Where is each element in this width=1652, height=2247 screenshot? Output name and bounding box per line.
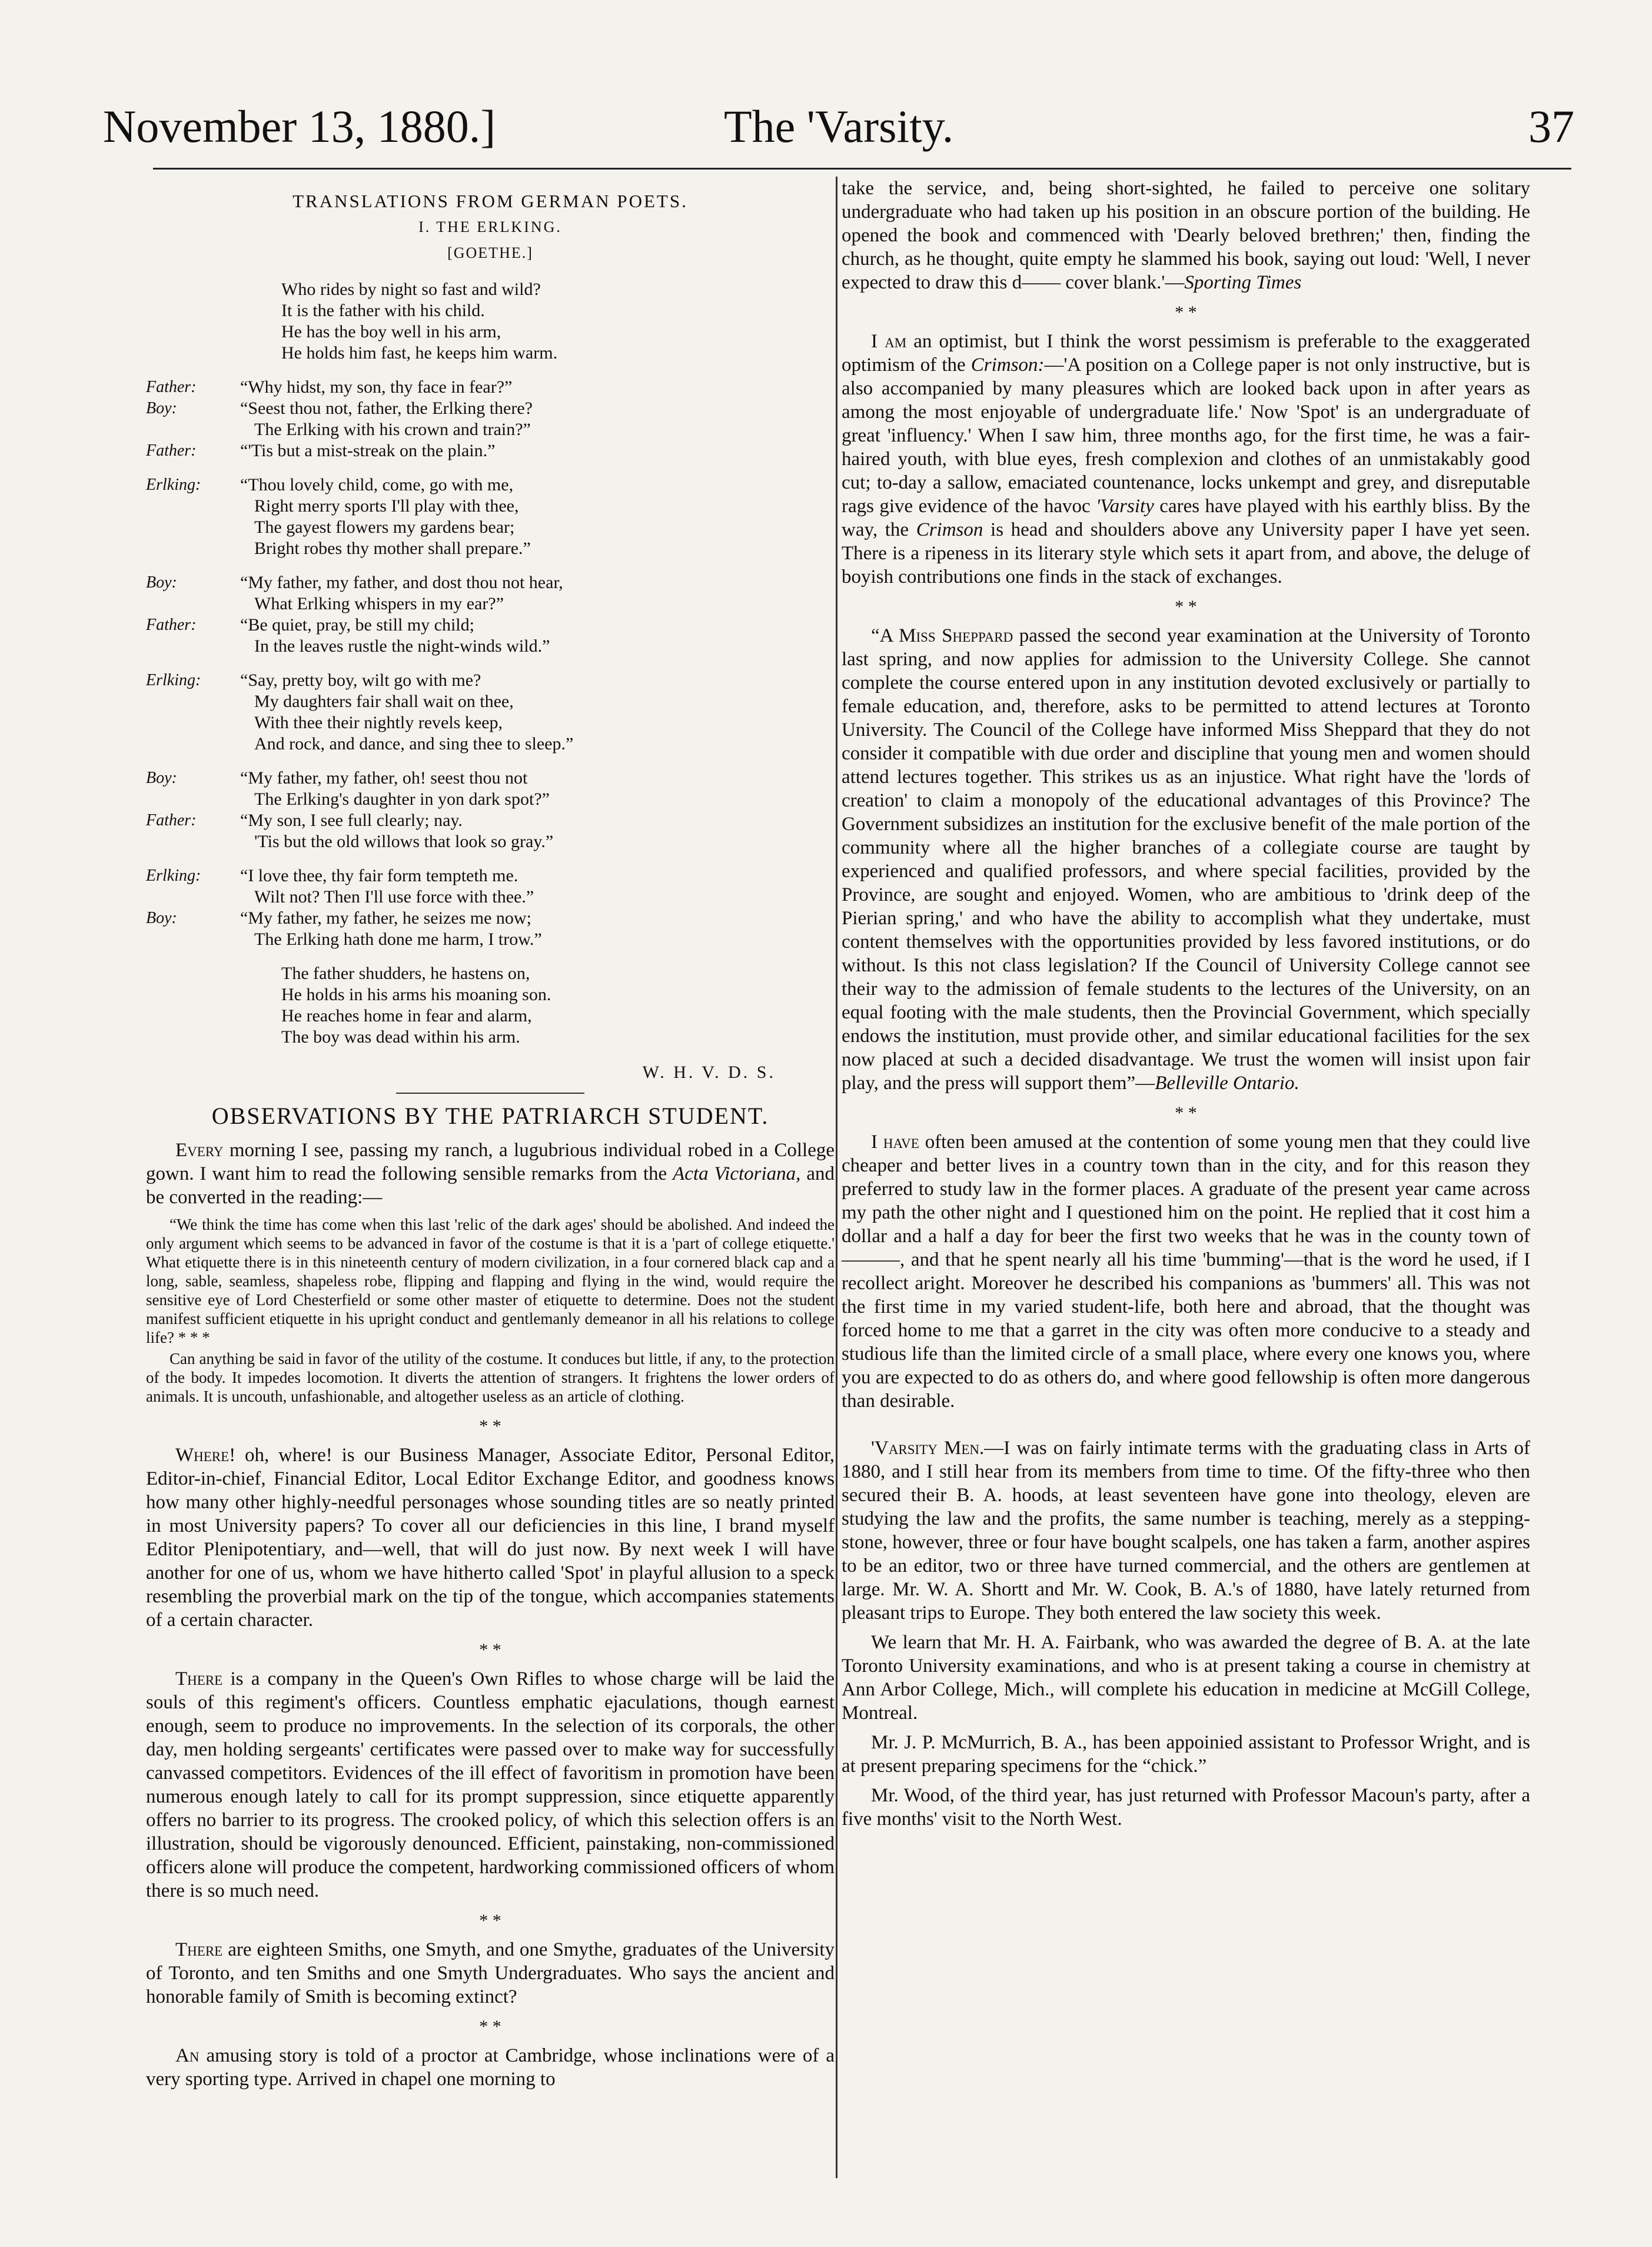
speaker-label: Erlking: — [146, 476, 201, 494]
poem-line: And rock, and dance, and sing thee to sleep.” — [254, 734, 574, 754]
issue-date: November 13, 1880.] — [103, 101, 496, 152]
section-separator: * * — [479, 1640, 501, 1659]
poem-line: “My son, I see full clearly; nay. — [240, 811, 463, 830]
section-separator: * * — [479, 2017, 501, 2036]
poem-line: “Thou lovely child, come, go with me, — [240, 475, 514, 494]
paragraph-text: often been amused at the contention of some young men that they could live cheaper and better lives in a country town than in the city, and for this reason they preferred to study law in the former places. A graduate of the present year came across my path the other night and I questioned him on the point. He replied that it cost him a dollar and a half a day for beer the first two weeks that he was in the county town of ———, and that he spent nearly all his time 'bumming'—that is the word he used, if I recollect aright. Moreover he described his companions as 'bummers' all. This was not the first time in my varied student-life, both here and abroad, that the thought was forced home to me that a garret in the city was often more conducive to a steady and studious life than the limited circle of a small place, where every one knows you, where you are expected to do as others do, and where good fellowship is often more dangerous than desirable. — [842, 1131, 1531, 1412]
header-rule — [153, 168, 1571, 170]
paragraph-text: is a company in the Queen's Own Rifles to whose charge will be laid the souls of this regiment's officers. Countless emphatic ejaculations, though earnest enough, seem to produce no improvements. In the selection of its corporals, the other day, men holding sergeants' certificates were passed over to make way for successfully canvassed competitors. Evidences of the ill effect of favoritism in promotion have been numerous enough lately to call for its prompt suppression, since etiquette apparently offers no barrier to its progress. The crooked policy, of which this selection offers is an illustration, should be vigorously denounced. Efficient, painstaking, non-commissioned officers alone will produce the competent, hardworking commissioned officers of whom there is so much need. — [146, 1668, 835, 1901]
column-divider — [836, 177, 837, 2178]
paragraph-text: take the service, and, being short-sighted, he failed to perceive one solitary undergraduate who had taken up his position in an obscure portion of the building. He opened the book and commenced with 'Dearly beloved brethren;' then, finding the church, as he thought, quite empty he slammed his book, saying out loud: 'Well, I never expected to draw this d—— cover blank.'— — [842, 178, 1530, 293]
poem-line: He has the boy well in his arm, — [281, 322, 501, 341]
lead-word: There — [175, 1668, 223, 1690]
paragraph-text: oh, where! is our Business Manager, Associate Editor, Personal Editor, Editor-in-chief, Financial Editor, Local Editor Exchange Editor, and goodness knows how many other highly-needful personages whose sounding titles are so neatly printed in most University papers? To cover all our deficiencies in this line, I brand myself Editor Plenipotentiary, and—well, that will do just now. By next week I will have another for one of us, whom we have hitherto called 'Spot' in playful allusion to a speck resembling the proverbial mark on the tip of the tongue, which accompanies statements of a certain character. — [146, 1445, 835, 1631]
speaker-label: Father: — [146, 616, 197, 634]
poem-stanza — [146, 670, 835, 755]
poem-line: In the leaves rustle the night-winds wild.” — [254, 636, 550, 656]
masthead-title: The 'Varsity. — [724, 101, 954, 152]
article-paragraph — [146, 1139, 835, 1209]
poem-stanza-outro — [146, 963, 835, 1048]
poem-stanza — [146, 865, 835, 950]
speaker-label: Father: — [146, 811, 197, 829]
speaker-label: Erlking: — [146, 867, 201, 885]
article-paragraph — [146, 2044, 835, 2091]
poem-line: “My father, my father, he seizes me now; — [240, 908, 531, 928]
poem-line: “My father, my father, and dost thou not hear, — [240, 573, 563, 592]
publication-name: Crimson: — [970, 354, 1045, 376]
article-paragraph: We learn that Mr. H. A. Fairbank, who was awarded the degree of B. A. at the late Toronto University examinations, and who is at present taking a course in chemistry at Ann Arbor College, Mich., will complete his education in medicine at McGill College, Montreal. — [842, 1632, 1530, 1724]
paragraph-text: amusing story is told of a proctor at Cambridge, whose inclinations were of a very sporting type. Arrived in chapel one morning to — [146, 2045, 835, 2090]
poem-line: “Be quiet, pray, be still my child; — [240, 615, 474, 635]
left-column — [146, 177, 835, 2097]
poem-signature: W. H. V. D. S. — [642, 1063, 776, 1082]
poem-line: My daughters fair shall wait on thee, — [254, 692, 514, 711]
article-paragraph — [146, 1938, 835, 2009]
source-title: Sporting Times — [1184, 272, 1302, 293]
publication-name: 'Varsity — [1096, 496, 1154, 517]
lead-word: An — [175, 2045, 200, 2066]
article-paragraph — [842, 1130, 1530, 1413]
article-paragraph — [146, 1443, 835, 1632]
section-title: OBSERVATIONS BY THE PATRIARCH STUDENT. — [211, 1103, 769, 1129]
page-number: 37 — [1528, 101, 1574, 152]
poem-line: The boy was dead within his arm. — [281, 1027, 520, 1047]
lead-word: Where! — [175, 1445, 236, 1466]
poem-line: “Seest thou not, father, the Erlking there? — [240, 399, 533, 418]
poem-line: He reaches home in fear and alarm, — [281, 1006, 532, 1025]
poem-line: Who rides by night so fast and wild? — [281, 280, 541, 299]
poem-line: The Erlking hath done me harm, I trow.” — [254, 930, 542, 949]
lead-word: “A Miss Sheppard — [871, 625, 1013, 646]
poem-line: The Erlking with his crown and train?” — [254, 420, 531, 439]
speaker-label: Father: — [146, 378, 197, 396]
source-title: Belleville Ontario. — [1155, 1073, 1299, 1094]
section-separator: * * — [1175, 303, 1197, 322]
section-separator: * * — [1175, 597, 1197, 616]
block-quote: “We think the time has come when this last 'relic of the dark ages' should be abolished. And indeed the only argument which seems to be advanced in favor of the costume is that it is a 'part of college etiquette.' What etiquette there is in this nineteenth century of modern civilization, in a four cornered black cap and a long, sable, seamless, shapeless robe, flipping and flapping and flying in the wind, would require the sensitive eye of Lord Chesterfield or some other master of etiquette to determine. Does not the student manifest sufficient etiquette in his upright conduct and gentlemanly demeanor in all his relations to college life? * * * — [146, 1216, 835, 1346]
speaker-label: Boy: — [146, 399, 177, 417]
poem-line: It is the father with his child. — [281, 301, 485, 320]
poem-line: “My father, my father, oh! seest thou not — [240, 768, 528, 788]
poem-line: He holds in his arms his moaning son. — [281, 985, 551, 1004]
poem-line: The father shudders, he hastens on, — [281, 964, 530, 983]
section-rule — [396, 1093, 584, 1094]
paragraph-text: cares have played with his earthly bliss. By the way, the — [842, 496, 1531, 540]
paragraph-text: and be converted in the reading:— — [146, 1163, 835, 1208]
lead-word: 'Varsity Men.— — [871, 1438, 1004, 1459]
page-header — [103, 100, 1574, 165]
lead-word: I am — [871, 331, 907, 352]
poem-line: Right merry sports I'll play with thee, — [254, 496, 519, 516]
article-paragraph: Mr. J. P. McMurrich, B. A., has been appoinied assistant to Professor Wright, and is at present preparing specimens for the “chick.” — [842, 1732, 1530, 1777]
lead-word: I have — [871, 1131, 919, 1153]
article-paragraph — [842, 624, 1530, 1095]
poem-stanza-intro — [146, 279, 835, 364]
article-paragraph — [842, 1436, 1530, 1625]
poem-line: “Say, pretty boy, wilt go with me? — [240, 671, 481, 690]
poem-line: “Why hidst, my son, thy face in fear?” — [240, 377, 513, 397]
poem-author: [GOETHE.] — [447, 244, 533, 261]
poem-line: Wilt not? Then I'll use force with thee.” — [254, 887, 534, 907]
article-paragraph — [146, 1667, 835, 1903]
paragraph-text: are eighteen Smiths, one Smyth, and one Smythe, graduates of the University of Toronto, and ten Smiths and one Smyth Undergraduates. Who says the ancient and honorable family of Smith is becoming extinct? — [146, 1939, 835, 2007]
article-paragraph — [842, 177, 1530, 294]
speaker-label: Boy: — [146, 769, 177, 787]
poem-line: The Erlking's daughter in yon dark spot?” — [254, 789, 550, 809]
paragraph-text: —'A position on a College paper is not only instructive, but is also accompanied by many pleasures which are looked back upon in after years as among the most enjoyable of undergraduate life.' Now 'Spot' is an undergraduate of great 'influency.' When I saw him, three months ago, for the first time, he was a fair-haired youth, with blue eyes, fresh complexion and clothes of an unmistakably good cut; to-day a sallow, emaciated countenance, locks unkempt and grey, and disreputable rags give evidence of the havoc — [842, 354, 1531, 517]
speaker-label: Erlking: — [146, 671, 201, 689]
poem-line: What Erlking whispers in my ear?” — [254, 594, 504, 613]
block-quote: Can anything be said in favor of the utility of the costume. It conduces but little, if any, to the protection of the body. It impedes locomotion. It diverts the attention of strangers. It frightens the lower orders of animals. It is uncouth, unfashionable, and altogether useless as an article of clothing. — [146, 1350, 835, 1405]
right-column — [842, 177, 1530, 1837]
poem-subtitle: I. THE ERLKING. — [418, 218, 562, 235]
poem-stanza — [146, 768, 835, 852]
speaker-label: Boy: — [146, 573, 177, 592]
article-paragraph: Mr. Wood, of the third year, has just returned with Professor Macoun's party, after a five months' visit to the North West. — [842, 1785, 1530, 1830]
lead-word: There — [175, 1939, 223, 1960]
speaker-label: Father: — [146, 442, 197, 460]
poem-line: “'Tis but a mist-streak on the plain.” — [240, 441, 496, 460]
lead-word: Every — [175, 1140, 224, 1161]
poem-line: He holds him fast, he keeps him warm. — [281, 343, 558, 363]
poem-stanza — [146, 572, 835, 657]
publication-name: Crimson — [916, 519, 983, 540]
paragraph-text: passed the second year examination at the University of Toronto last spring, and now applies for admission to the University College. She cannot complete the course entered upon in any institution devoted exclusively or partially to female education, and, therefore, asks to be permitted to attend lectures at Toronto University. The Council of the College have informed Miss Sheppard that they do not consider it compatible with due order and discipline that young men and women should attend lectures together. This strikes us as an injustice. What right have the 'lords of creation' to claim a monopoly of the educational advantages of this Province? The Government subsidizes an institution for the exclusive benefit of the male portion of the community where all the higher branches of a collegiate course are taught by experienced and qualified professors, and where special facilities, provided by the Province, are sought and enjoyed. Women, who are ambitious to 'drink deep of the Pierian spring,' and who have the ability to accomplish what they undertake, must content themselves with the opportunities provided by less favored institutions, or do without. Is this not class legislation? If the Council of University College cannot see their way to the admission of female students to the lectures of the University, on an equal footing with the male students, then the Provincial Government, which specially endows the institution, must provide other, and similar educational facilities for the sex now placed at such a decided disadvantage. We trust the women will insist upon fair play, and the press will support them”— — [842, 625, 1531, 1094]
poem-heading: TRANSLATIONS FROM GERMAN POETS. — [292, 191, 688, 211]
speaker-label: Boy: — [146, 909, 177, 927]
poem-stanza — [146, 474, 835, 559]
poem-line: “I love thee, thy fair form tempteth me. — [240, 866, 518, 885]
section-separator: * * — [1175, 1103, 1197, 1123]
section-separator: * * — [479, 1416, 501, 1436]
section-separator: * * — [479, 1911, 501, 1930]
paragraph-text: I was on fairly intimate terms with the graduating class in Arts of 1880, and I still hear from its members from time to time. Of the fifty-three who then secured their B. A. hoods, at least seventeen have gone into theology, eleven are studying the law and the profits, the same number is teaching, merely as a stepping-stone, however, three or four have bought scalpels, one has taken a farm, another aspires to be an editor, two or three have turned commercial, and the others are gentlemen at large. Mr. W. A. Shortt and Mr. W. Cook, B. A.'s of 1880, have lately returned from pleasant trips to Europe. They both entered the law society this week. — [842, 1438, 1530, 1624]
source-title: Acta Victoriana, — [673, 1163, 801, 1184]
poem-stanza — [146, 377, 835, 462]
paragraph-text: an optimist, but I think the worst pessimism is preferable to the exaggerated optimism of the — [842, 331, 1530, 376]
poem-line: Bright robes thy mother shall prepare.” — [254, 539, 531, 558]
poem-line: The gayest flowers my gardens bear; — [254, 517, 515, 537]
article-paragraph — [842, 330, 1530, 589]
paragraph-text: is head and shoulders above any University paper I have yet seen. There is a ripeness in its literary style which sets it apart from, and above, the deluge of boyish contributions one finds in the stack of exchanges. — [842, 519, 1531, 588]
poem-line: 'Tis but the old willows that look so gray.” — [254, 832, 554, 851]
poem-line: With thee their nightly revels keep, — [254, 713, 503, 732]
paragraph-text: morning I see, passing my ranch, a lugubrious individual robed in a College gown. I want him to read the following sensible remarks from the — [146, 1140, 835, 1184]
